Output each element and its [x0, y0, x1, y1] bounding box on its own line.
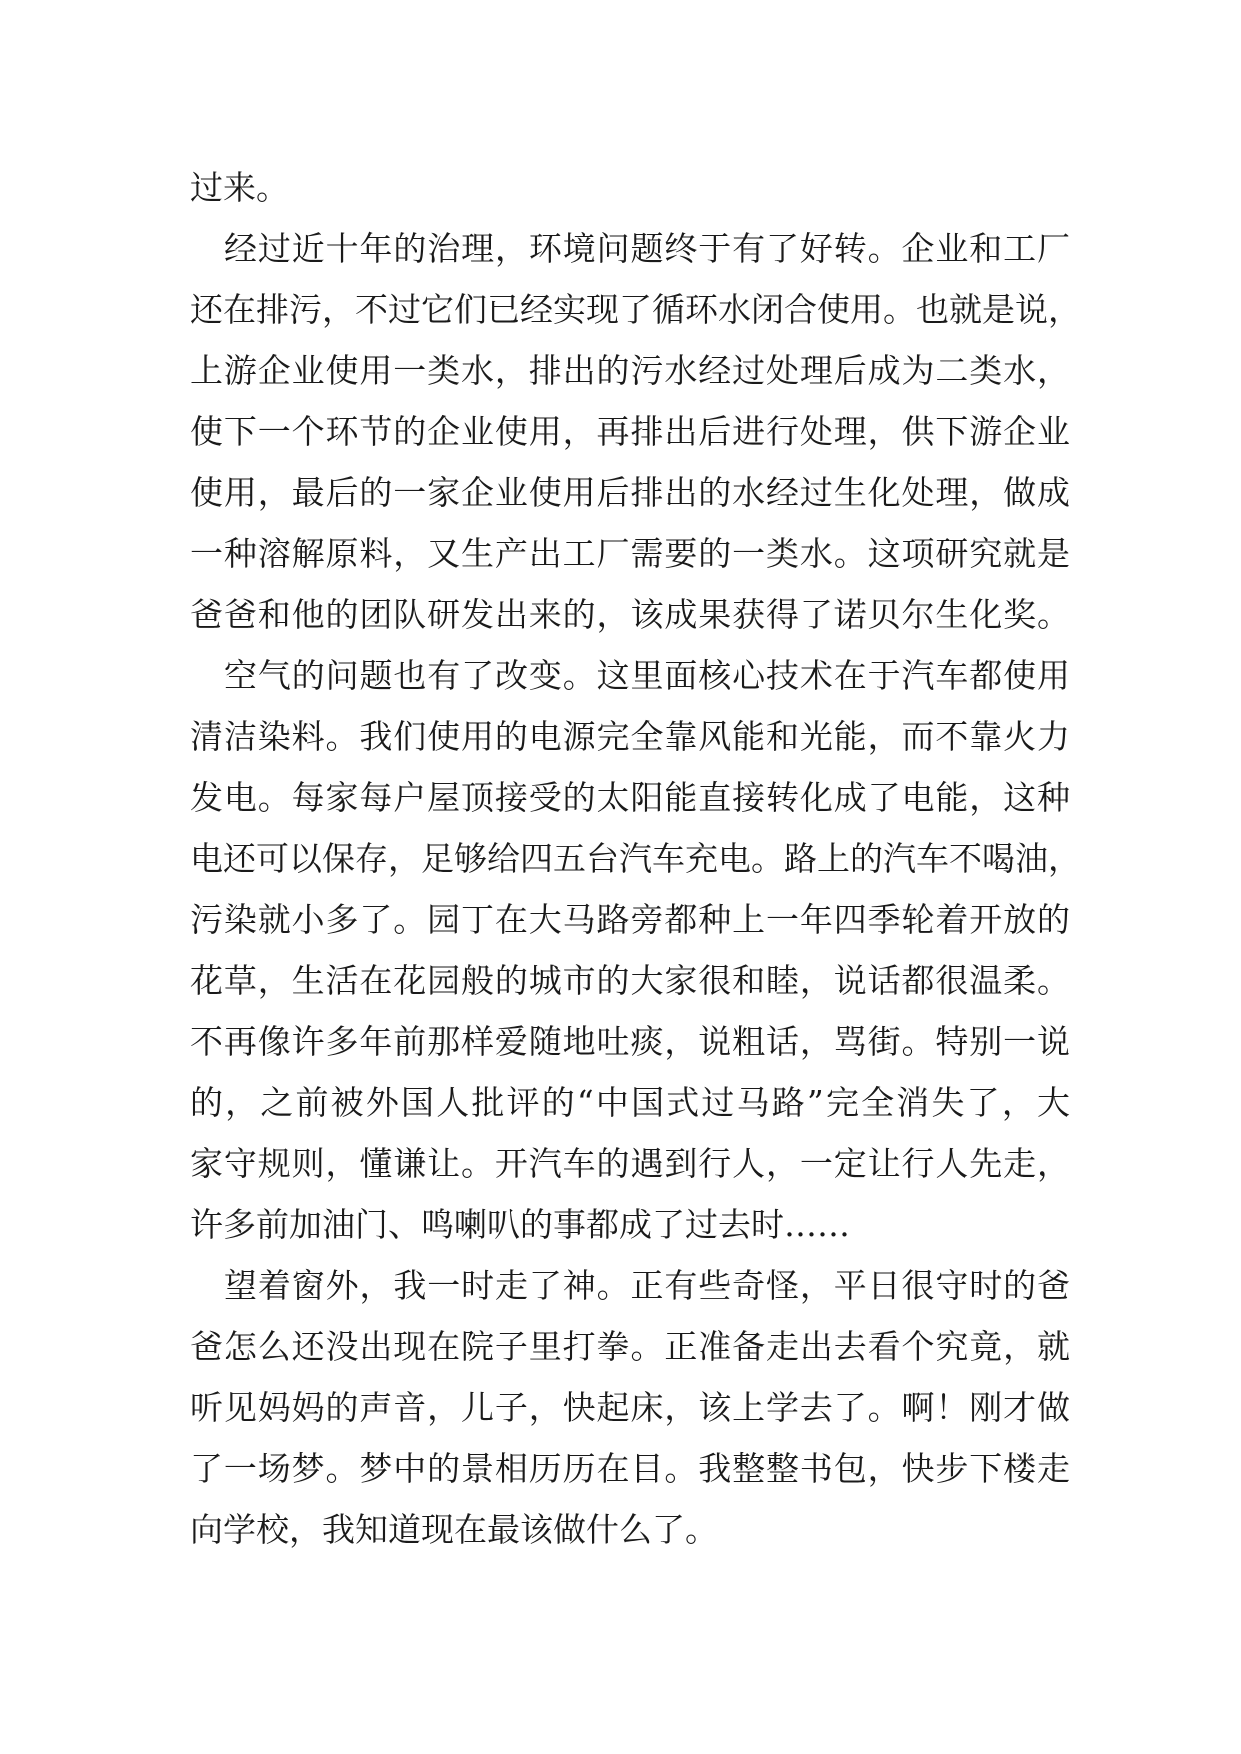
text-line: 爸爸和他的团队研发出来的，该成果获得了诺贝尔生化奖。	[190, 595, 1070, 634]
text-line: 的，之前被外国人批评的“中国式过马路”完全消失了，大	[190, 1083, 1070, 1122]
text-line: 空气的问题也有了改变。这里面核心技术在于汽车都使用	[224, 656, 1070, 695]
text-line: 发电。每家每户屋顶接受的太阳能直接转化成了电能，这种	[190, 778, 1070, 817]
text-line: 家守规则，懂谦让。开汽车的遇到行人，一定让行人先走，	[190, 1144, 1070, 1183]
text-line: 上游企业使用一类水，排出的污水经过处理后成为二类水，	[190, 351, 1070, 390]
text-line: 使用，最后的一家企业使用后排出的水经过生化处理，做成	[190, 473, 1070, 512]
text-line: 使下一个环节的企业使用，再排出后进行处理，供下游企业	[190, 412, 1070, 451]
text-line: 还在排污，不过它们已经实现了循环水闭合使用。也就是说，	[190, 290, 1081, 329]
text-line: 过来。	[190, 168, 289, 207]
body-text	[190, 157, 1081, 1560]
text-line: 许多前加油门、鸣喇叭的事都成了过去时……	[190, 1205, 850, 1244]
text-line: 不再像许多年前那样爱随地吐痰，说粗话，骂街。特别一说	[190, 1022, 1070, 1061]
text-line: 经过近十年的治理，环境问题终于有了好转。企业和工厂	[224, 229, 1070, 268]
text-line: 向学校，我知道现在最该做什么了。	[190, 1510, 718, 1549]
text-line: 污染就小多了。园丁在大马路旁都种上一年四季轮着开放的	[190, 900, 1070, 939]
text-line: 听见妈妈的声音，儿子，快起床，该上学去了。啊！刚才做	[190, 1388, 1070, 1427]
text-line: 一种溶解原料，又生产出工厂需要的一类水。这项研究就是	[190, 534, 1070, 573]
text-line: 电还可以保存，足够给四五台汽车充电。路上的汽车不喝油，	[190, 839, 1081, 878]
text-line: 爸怎么还没出现在院子里打拳。正准备走出去看个究竟，就	[190, 1327, 1070, 1366]
text-line: 花草，生活在花园般的城市的大家很和睦，说话都很温柔。	[190, 961, 1070, 1000]
text-line: 清洁染料。我们使用的电源完全靠风能和光能，而不靠火力	[190, 717, 1070, 756]
text-line: 了一场梦。梦中的景相历历在目。我整整书包，快步下楼走	[190, 1449, 1070, 1488]
text-line: 望着窗外，我一时走了神。正有些奇怪，平日很守时的爸	[224, 1266, 1070, 1305]
